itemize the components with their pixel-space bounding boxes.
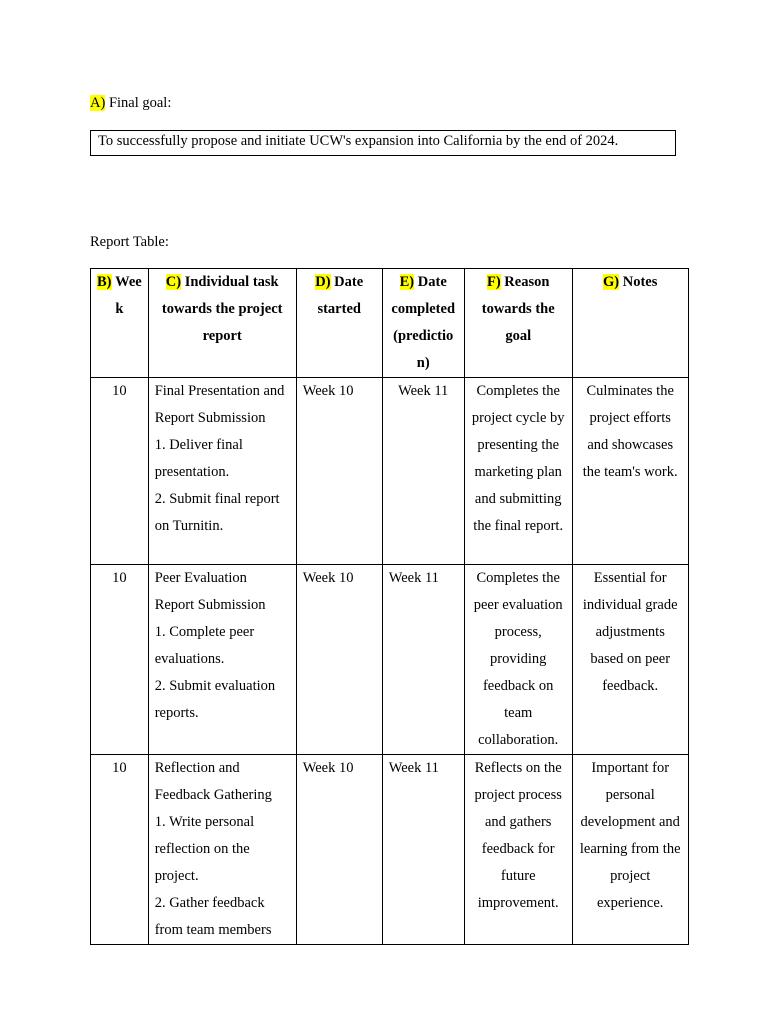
header-notes-letter: G) [603,274,620,290]
cell-date-completed: Week 11 [382,755,464,945]
goal-label: Final goal: [105,95,172,111]
cell-notes: Culminates the project efforts and showcases the team's work. [572,378,688,565]
cell-week: 10 [91,378,149,565]
header-week [91,269,149,378]
header-week-letter: B) [97,274,112,290]
header-task-text: Individual task towards the project report [161,274,283,344]
table-row [91,378,689,565]
final-goal-box [90,130,676,156]
header-date-completed [382,269,464,378]
table-row [91,565,689,755]
cell-notes: Important for personal development and learning from the project experience. [572,755,688,945]
header-date-started-text: Date started [317,274,364,317]
header-reason-text: Reason towards the goal [481,274,555,344]
final-goal-text: To successfully propose and initiate UCW's expansion into California by the end of 2024. [98,133,619,149]
header-date-completed-text: Date completed (predictio n) [391,274,456,371]
cell-date-completed: Week 11 [382,378,464,565]
task-title: Peer Evaluation Report Submission [154,570,266,613]
cell-week: 10 [91,565,149,755]
cell-date-completed: Week 11 [382,565,464,755]
task-title: Final Presentation and Report Submission [154,383,285,426]
header-date-completed-letter: E) [399,274,415,290]
cell-task [148,378,296,565]
cell-notes: Essential for individual grade adjustments based on peer feedback. [572,565,688,755]
cell-date-started: Week 10 [296,755,382,945]
header-task-letter: C) [165,274,182,290]
cell-task [148,755,296,945]
header-date-started [296,269,382,378]
table-header-row [91,269,689,378]
cell-reason: Completes the peer evaluation process, providing feedback on team collaboration. [464,565,572,755]
task-step: 2. Gather feedback from team members [154,895,272,938]
header-reason-letter: F) [486,274,501,290]
task-step: 1. Write personal reflection on the project. [154,814,255,884]
header-date-started-letter: D) [315,274,331,290]
final-goal-heading [90,93,171,113]
task-step: 1. Deliver final presentation. [154,437,243,480]
header-notes-text: Notes [619,274,658,290]
cell-week: 10 [91,755,149,945]
cell-task [148,565,296,755]
cell-date-started: Week 10 [296,378,382,565]
cell-reason: Reflects on the project process and gathers feedback for future improvement. [464,755,572,945]
task-step: 2. Submit final report on Turnitin. [154,491,280,534]
cell-reason: Completes the project cycle by presenting the marketing plan and submitting the final report. [464,378,572,565]
header-week-text: Wee k [111,274,142,317]
task-step: 1. Complete peer evaluations. [154,624,255,667]
goal-letter-label: A) [90,95,106,111]
report-table [90,268,689,945]
table-row [91,755,689,945]
header-reason [464,269,572,378]
task-title: Reflection and Feedback Gathering [154,760,272,803]
header-task [148,269,296,378]
cell-date-started: Week 10 [296,565,382,755]
header-notes [572,269,688,378]
task-step: 2. Submit evaluation reports. [154,678,276,721]
report-table-label: Report Table: [90,234,169,250]
